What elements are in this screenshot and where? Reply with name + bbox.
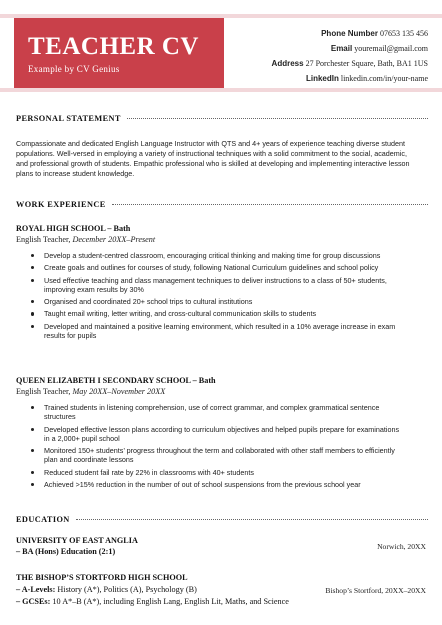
personal-statement-text: Compassionate and dedicated English Language Instructor with QTS and 4+ years of experience teaching diverse student populations. Well-versed in employing a variety of instructional techniques with a solid commitment to the social, academic, and professional growth of students. Empathic professional who is skilled at developing and implementing interactive lesson plans to increase student knowledge. <box>16 139 410 178</box>
work-experience-heading <box>16 198 428 210</box>
job-bullets <box>30 251 400 343</box>
cv-subtitle: Example by CV Genius <box>28 64 120 74</box>
list-item: Used effective teaching and class management techniques to deliver instructions to a class of 50+ students, improving exam results by 30% <box>30 276 400 295</box>
contact-linkedin <box>228 71 428 86</box>
section-title: WORK EXPERIENCE <box>16 199 106 209</box>
contact-phone <box>228 26 428 41</box>
list-item: Developed and maintained a positive learning environment, which resulted in a 10% average increase in exam results for pupils <box>30 322 400 341</box>
linkedin-value[interactable]: linkedin.com/in/your-name <box>340 74 428 83</box>
list-item: Create goals and outlines for courses of study, following National Curriculum guidelines and school policy <box>30 263 400 272</box>
job-employer: QUEEN ELIZABETH I SECONDARY SCHOOL – Bath <box>16 376 216 385</box>
job-role-title: English Teacher, <box>16 235 71 244</box>
contact-details <box>228 26 428 86</box>
title-block <box>14 18 224 88</box>
qualification-detail: History (A*), Politics (A), Psychology (B) <box>57 585 197 594</box>
qualification-prefix: – A-Levels: <box>16 585 56 594</box>
email-label: Email <box>330 44 353 53</box>
job-employer: ROYAL HIGH SCHOOL – Bath <box>16 224 131 233</box>
qualification-detail: 10 A*–B (A*), including English Lang, English Lit, Maths, and Science <box>52 597 289 606</box>
cv-title: TEACHER CV <box>28 33 199 60</box>
section-title: EDUCATION <box>16 514 70 524</box>
education-institution <box>16 536 138 545</box>
institution-name: UNIVERSITY OF EAST ANGLIA <box>16 536 138 545</box>
education-qualification <box>16 597 289 606</box>
education-qualification <box>16 547 115 556</box>
list-item: Organised and coordinated 20+ school trips to cultural institutions <box>30 297 400 306</box>
list-item: Reduced student fail rate by 22% in classrooms with 40+ students <box>30 468 400 477</box>
list-item: Develop a student-centred classroom, encouraging critical thinking and making time for group discussions <box>30 251 400 260</box>
job-bullets <box>30 403 400 492</box>
job-role <box>16 235 155 244</box>
personal-statement-heading <box>16 112 428 124</box>
list-item: Trained students in listening comprehension, use of correct grammar, and complex grammatical sentence structures <box>30 403 400 422</box>
education-location-date: Bishop’s Stortford, 20XX–20XX <box>325 586 426 595</box>
section-divider <box>127 118 428 119</box>
qualification-prefix: – BA (Hons) Education (2:1) <box>16 547 116 556</box>
address-value: 27 Porchester Square, Bath, BA1 1US <box>305 59 428 68</box>
email-value[interactable]: youremail@gmail.com <box>354 44 428 53</box>
phone-value: 07653 135 456 <box>380 29 428 38</box>
job-role-title: English Teacher, <box>16 387 71 396</box>
contact-address <box>228 56 428 71</box>
education-institution <box>16 573 188 582</box>
section-title: PERSONAL STATEMENT <box>16 113 121 123</box>
section-divider <box>76 519 428 520</box>
section-divider <box>112 204 428 205</box>
address-label: Address <box>271 59 304 68</box>
contact-email <box>228 41 428 56</box>
header-band-bottom <box>0 88 442 92</box>
education-location-date: Norwich, 20XX <box>377 542 426 551</box>
institution-name: THE BISHOP’S STORTFORD HIGH SCHOOL <box>16 573 188 582</box>
education-heading <box>16 513 428 525</box>
linkedin-label: LinkedIn <box>305 74 339 83</box>
job-dates: May 20XX–November 20XX <box>72 387 166 396</box>
job-dates: December 20XX–Present <box>72 235 156 244</box>
job-role <box>16 387 165 396</box>
list-item: Taught email writing, letter writing, and cross-cultural communication skills to students <box>30 309 400 318</box>
list-item: Achieved >15% reduction in the number of out of school suspensions from the previous school year <box>30 480 400 489</box>
list-item: Monitored 150+ students’ progress throughout the term and collaborated with other staff members to efficiently plan and coordinate lessons <box>30 446 400 465</box>
list-item: Developed effective lesson plans according to curriculum objectives and helped pupils prepare for examinations in a 2,000+ pupil school <box>30 425 400 444</box>
education-qualification <box>16 585 197 594</box>
qualification-prefix: – GCSEs: <box>16 597 51 606</box>
phone-label: Phone Number <box>321 29 378 38</box>
